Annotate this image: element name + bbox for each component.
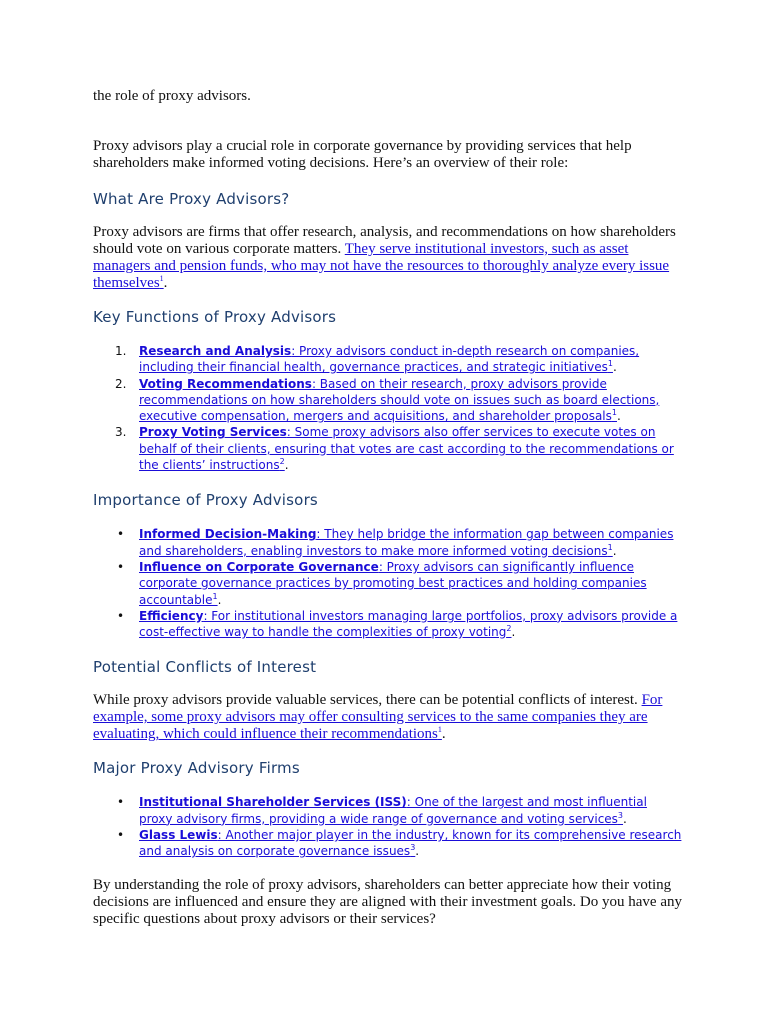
conflicts-text: While proxy advisors provide valuable services, there can be potential conflicts of interest. [93, 692, 642, 709]
importance-list [93, 526, 683, 640]
list-item[interactable]: 1. Research and Analysis: Proxy advisors conduct in-depth research on companies, including their financial health, governance practices, and strategic initiatives$^1$. [115, 344, 640, 375]
list-number: 3. [115, 425, 127, 440]
bullet-icon: • [117, 608, 125, 623]
document-body [93, 88, 683, 928]
heading-major-firms: Major Proxy Advisory Firms [93, 759, 300, 778]
list-item-term[interactable]: Informed Decision-Making [139, 527, 317, 542]
list-item[interactable]: 2. Voting Recommendations: Based on their research, proxy advisors provide recommendations on how shareholders should vote on issues such as board elections, executive compensation, mergers and acquisitions, and shareholder proposals$^1$. [115, 376, 660, 424]
list-item-term[interactable]: Glass Lewis [139, 828, 218, 843]
conflicts-paragraph: While proxy advisors provide valuable services, there can be potential conflicts of interest. For example, some proxy advisors may offer consulting services to the same companies they are evaluating, which could influence their recommendations$^1$. [93, 692, 663, 743]
conflicts-citation-link[interactable]: For example, some proxy advisors may offer consulting services to the same companies they are evaluating, which could influence their recommendations$^1$ [93, 692, 663, 743]
heading-key-functions: Key Functions of Proxy Advisors [93, 308, 337, 326]
list-item-term[interactable]: Proxy Voting Services [139, 425, 287, 440]
what-paragraph: Proxy advisors are firms that offer research, analysis, and recommendations on how shareholders should vote on various corporate matters. They serve institutional investors, such as asset managers and pension funds, who may not have the resources to thoroughly analyze every issue themselves$^1$. [93, 224, 676, 291]
footnote-ref[interactable]: 1 [437, 725, 442, 735]
footnote-ref[interactable]: 1 [159, 274, 164, 283]
list-item[interactable]: • Informed Decision-Making: They help bridge the information gap between companies and shareholders, enabling investors to make more informed voting decisions$^1$. [117, 527, 674, 558]
bullet-icon: • [117, 795, 125, 810]
bullet-icon: • [117, 527, 125, 542]
list-item[interactable]: 3. Proxy Voting Services: Some proxy advisors also offer services to execute votes on behalf of their clients, ensuring that votes are cast according to the recommendations or the clients’ instructions$^2$. [115, 425, 674, 473]
heading-importance: Importance of Proxy Advisors [93, 491, 318, 510]
list-item-term[interactable]: Efficiency [139, 608, 204, 623]
list-number: 2. [115, 376, 127, 391]
bullet-icon: • [117, 828, 125, 843]
list-item[interactable]: • Glass Lewis: Another major player in the industry, known for its comprehensive research and analysis on corporate governance issues$^3$. [117, 828, 682, 859]
intro-line: the role of proxy advisors. [93, 88, 251, 104]
what-citation-link[interactable]: They serve institutional investors, such as asset managers and pension funds, who may not have the resources to thoroughly analyze every issue themselves$^1$ [93, 241, 670, 291]
what-text: Proxy advisors are firms that offer research, analysis, and recommendations on how shareholders should vote on various corporate matters. [93, 224, 676, 257]
overview-paragraph: Proxy advisors play a crucial role in corporate governance by providing services that help shareholders make informed voting decisions. Here’s an overview of their role: [93, 138, 632, 171]
list-item[interactable]: • Influence on Corporate Governance: Proxy advisors can significantly influence corporate governance practices by promoting best practices and holding companies accountable$^1$. [117, 559, 647, 607]
list-item-term[interactable]: Voting Recommendations [139, 376, 312, 391]
list-item[interactable]: • Institutional Shareholder Services (ISS): One of the largest and most influential proxy advisory firms, providing a wide range of governance and voting services$^3$. [117, 795, 647, 826]
functions-list [93, 343, 683, 473]
list-item-term[interactable]: Influence on Corporate Governance [139, 559, 379, 574]
bullet-icon: • [117, 559, 125, 574]
list-item[interactable]: • Efficiency: For institutional investors managing large portfolios, proxy advisors provide a cost-effective way to handle the complexities of proxy voting$^2$. [117, 608, 678, 640]
firms-list [93, 794, 683, 859]
list-item-term[interactable]: Research and Analysis [139, 344, 292, 358]
list-number: 1. [115, 344, 127, 358]
list-item-term[interactable]: Institutional Shareholder Services (ISS) [139, 795, 407, 810]
heading-what-are-proxy-advisors: What Are Proxy Advisors? [93, 190, 290, 208]
heading-conflicts: Potential Conflicts of Interest [93, 658, 317, 677]
closing-paragraph: By understanding the role of proxy advisors, shareholders can better appreciate how their voting decisions are influenced and ensure they are aligned with their investment goals. Do you have any specific questions about proxy advisors or their services? [93, 876, 682, 927]
